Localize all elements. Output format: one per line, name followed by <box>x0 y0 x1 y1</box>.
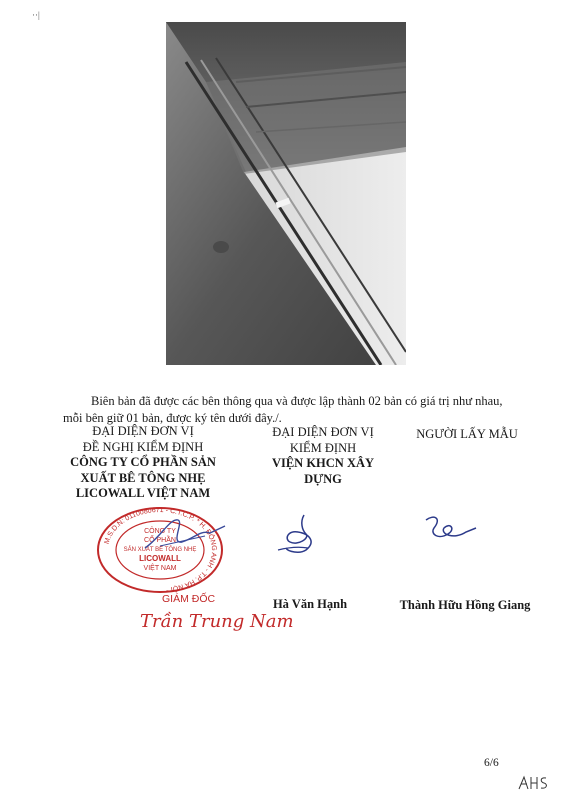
party3-title: NGƯỜI LẤY MẪU <box>416 427 518 441</box>
party2-title-line2: KIỂM ĐỊNH <box>289 440 357 455</box>
page-number: 6/6 <box>484 757 499 769</box>
seal-text-2: CỔ PHẦN <box>144 537 176 544</box>
seal-ring-text: M.S.D.N: 0110080671 - C.T.C.P. * H. ĐÔNG ANH - T.P. HÀ NỘI * <box>103 506 218 593</box>
party2-signature <box>276 512 336 557</box>
seal-text-4: LICOWALL <box>139 554 181 563</box>
party1-title-line2: ĐỀ NGHỊ KIỂM ĐỊNH <box>82 439 204 454</box>
director-signature <box>140 508 230 558</box>
director-name: Trần Trung Nam <box>140 611 294 632</box>
party2-signer-name: Hà Văn Hạnh <box>272 597 348 611</box>
party2-title-line1: ĐẠI DIỆN ĐƠN VỊ <box>272 425 374 439</box>
party3-block <box>392 427 542 443</box>
seal-text-1: CÔNG TY <box>144 528 176 535</box>
party2-org-line2: DỰNG <box>304 471 342 486</box>
agreement-note: Biên bản đã được các bên thông qua và được lập thành 02 bản có giá trị như nhau, mỗi bên giữ 01 bản, được ký tên dưới đây./. <box>63 394 503 425</box>
party1-title-line1: ĐẠI DIỆN ĐƠN VỊ <box>92 424 194 438</box>
initials-mark <box>516 774 550 792</box>
sample-photo <box>166 22 406 365</box>
party3-signature <box>420 512 480 547</box>
party2-org-line1: VIỆN KHCN XÂY <box>271 456 375 470</box>
party1-org-line2: XUẤT BÊ TÔNG NHẸ <box>80 470 206 485</box>
party3-signer-name: Thành Hữu Hồng Giang <box>399 598 531 612</box>
party2-block <box>250 425 396 487</box>
party1-org-line3: LICOWALL VIỆT NAM <box>75 486 211 500</box>
director-title: GIÁM ĐỐC <box>162 593 216 605</box>
seal-text-5: VIỆT NAM <box>143 565 177 572</box>
seal-text-3: SẢN XUẤT BÊ TÔNG NHẸ <box>123 547 197 553</box>
party1-org-line1: CÔNG TY CỔ PHẦN SẢN <box>70 455 216 469</box>
party1-block <box>45 424 241 502</box>
corner-mark: ··| <box>32 10 40 20</box>
